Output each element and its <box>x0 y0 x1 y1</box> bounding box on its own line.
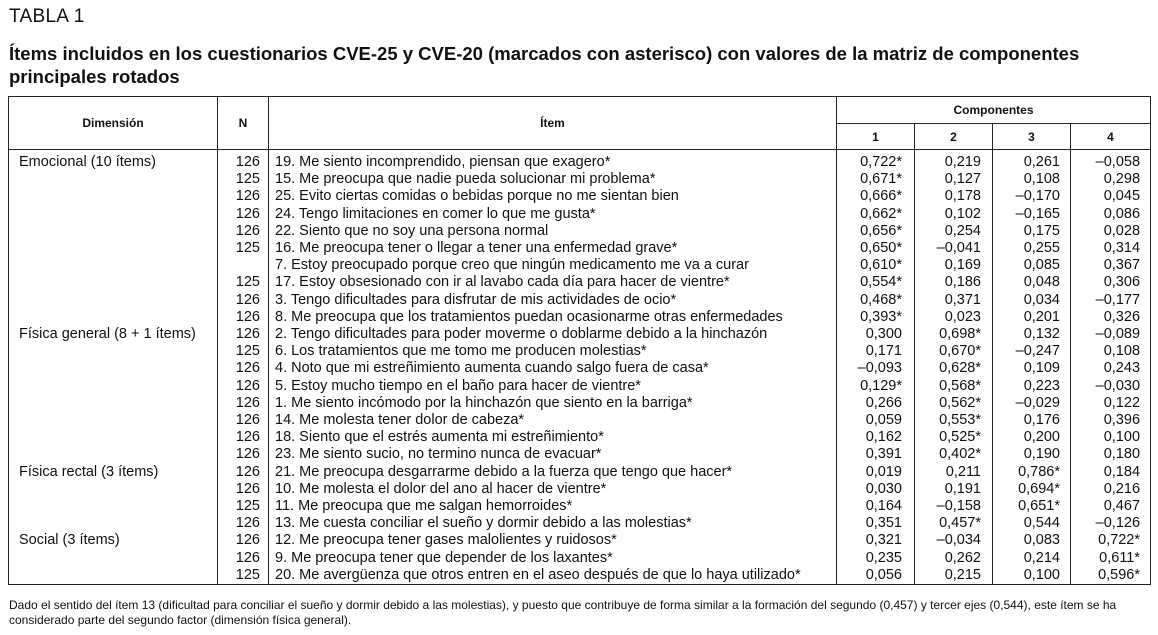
header-component-3: 3 <box>993 124 1071 150</box>
dimension-cell <box>9 498 218 515</box>
table-row <box>9 326 1151 343</box>
component-3-value: 0,108 <box>993 171 1071 188</box>
component-2-value: 0,191 <box>915 481 993 498</box>
item-cell: 2. Tengo dificultades para poder moverme o doblarme debido a la hinchazón <box>269 326 837 343</box>
component-2-value: 0,186 <box>915 274 993 291</box>
n-cell: 126 <box>218 150 269 172</box>
dimension-cell <box>9 188 218 205</box>
component-2-value: 0,215 <box>915 567 993 585</box>
n-cell: 126 <box>218 446 269 463</box>
dimension-cell <box>9 395 218 412</box>
dimension-cell <box>9 274 218 291</box>
table-label: TABLA 1 <box>9 6 85 27</box>
component-2-value: 0,169 <box>915 257 993 274</box>
component-2-value: 0,262 <box>915 550 993 567</box>
dimension-cell <box>9 171 218 188</box>
dimension-cell <box>9 343 218 360</box>
component-4-value: 0,306 <box>1071 274 1151 291</box>
component-2-value: 0,371 <box>915 292 993 309</box>
component-1-value: 0,266 <box>837 395 915 412</box>
dimension-cell <box>9 567 218 585</box>
header-dimension: Dimensión <box>9 97 218 150</box>
component-1-value: 0,650* <box>837 240 915 257</box>
table-row <box>9 257 1151 274</box>
item-cell: 16. Me preocupa tener o llegar a tener una enfermedad grave* <box>269 240 837 257</box>
component-1-value: 0,019 <box>837 464 915 481</box>
component-1-value: 0,662* <box>837 206 915 223</box>
table-row <box>9 240 1151 257</box>
n-cell: 126 <box>218 464 269 481</box>
table-row <box>9 532 1151 549</box>
component-2-value: 0,102 <box>915 206 993 223</box>
item-cell: 6. Los tratamientos que me tomo me producen molestias* <box>269 343 837 360</box>
component-1-value: 0,610* <box>837 257 915 274</box>
component-3-value: 0,190 <box>993 446 1071 463</box>
table-header <box>9 97 1151 150</box>
component-3-value: 0,544 <box>993 515 1071 532</box>
table-row <box>9 429 1151 446</box>
table-row <box>9 550 1151 567</box>
table-row <box>9 446 1151 463</box>
item-cell: 1. Me siento incómodo por la hinchazón que siento en la barriga* <box>269 395 837 412</box>
component-1-value: 0,164 <box>837 498 915 515</box>
components-table <box>8 96 1151 585</box>
n-cell: 126 <box>218 532 269 549</box>
n-cell: 125 <box>218 274 269 291</box>
dimension-cell <box>9 515 218 532</box>
component-4-value: 0,314 <box>1071 240 1151 257</box>
n-cell <box>218 257 269 274</box>
component-4-value: 0,086 <box>1071 206 1151 223</box>
item-cell: 3. Tengo dificultades para disfrutar de mis actividades de ocio* <box>269 292 837 309</box>
component-1-value: 0,059 <box>837 412 915 429</box>
component-4-value: 0,396 <box>1071 412 1151 429</box>
component-1-value: 0,171 <box>837 343 915 360</box>
component-3-value: 0,085 <box>993 257 1071 274</box>
component-3-value: 0,034 <box>993 292 1071 309</box>
component-2-value: 0,457* <box>915 515 993 532</box>
n-cell: 126 <box>218 429 269 446</box>
component-1-value: 0,468* <box>837 292 915 309</box>
component-1-value: 0,391 <box>837 446 915 463</box>
n-cell: 126 <box>218 206 269 223</box>
n-cell: 126 <box>218 378 269 395</box>
component-3-value: 0,201 <box>993 309 1071 326</box>
item-cell: 18. Siento que el estrés aumenta mi estreñimiento* <box>269 429 837 446</box>
item-cell: 5. Estoy mucho tiempo en el baño para hacer de vientre* <box>269 378 837 395</box>
dimension-cell: Emocional (10 ítems) <box>9 150 218 172</box>
n-cell: 125 <box>218 171 269 188</box>
component-2-value: –0,034 <box>915 532 993 549</box>
component-4-value: –0,089 <box>1071 326 1151 343</box>
header-components: Componentes <box>837 97 1151 124</box>
table-row <box>9 481 1151 498</box>
component-3-value: –0,165 <box>993 206 1071 223</box>
item-cell: 12. Me preocupa tener gases malolientes y ruidosos* <box>269 532 837 549</box>
item-cell: 19. Me siento incomprendido, piensan que exagero* <box>269 150 837 172</box>
component-4-value: 0,596* <box>1071 567 1151 585</box>
table-row <box>9 515 1151 532</box>
table-row <box>9 171 1151 188</box>
component-1-value: 0,129* <box>837 378 915 395</box>
component-2-value: 0,219 <box>915 150 993 172</box>
n-cell: 126 <box>218 412 269 429</box>
n-cell: 125 <box>218 567 269 585</box>
component-3-value: 0,651* <box>993 498 1071 515</box>
component-3-value: 0,223 <box>993 378 1071 395</box>
component-4-value: 0,326 <box>1071 309 1151 326</box>
component-1-value: 0,656* <box>837 223 915 240</box>
dimension-cell <box>9 550 218 567</box>
component-4-value: 0,367 <box>1071 257 1151 274</box>
component-3-value: 0,132 <box>993 326 1071 343</box>
component-2-value: 0,525* <box>915 429 993 446</box>
component-4-value: 0,122 <box>1071 395 1151 412</box>
item-cell: 20. Me avergüenza que otros entren en el aseo después de que lo haya utilizado* <box>269 567 837 585</box>
component-1-value: 0,554* <box>837 274 915 291</box>
n-cell: 126 <box>218 515 269 532</box>
component-4-value: 0,184 <box>1071 464 1151 481</box>
component-3-value: 0,200 <box>993 429 1071 446</box>
n-cell: 126 <box>218 360 269 377</box>
component-3-value: 0,214 <box>993 550 1071 567</box>
component-2-value: 0,178 <box>915 188 993 205</box>
dimension-cell <box>9 429 218 446</box>
header-component-2: 2 <box>915 124 993 150</box>
table-row <box>9 188 1151 205</box>
table-row <box>9 343 1151 360</box>
dimension-cell <box>9 240 218 257</box>
table-row <box>9 378 1151 395</box>
n-cell: 125 <box>218 240 269 257</box>
component-3-value: 0,100 <box>993 567 1071 585</box>
component-3-value: 0,786* <box>993 464 1071 481</box>
table-row <box>9 292 1151 309</box>
n-cell: 126 <box>218 395 269 412</box>
table-title: Ítems incluidos en los cuestionarios CVE-25 y CVE-20 (marcados con asterisco) con valores de la matriz de componentes principales rotados <box>9 43 1080 87</box>
header-component-1: 1 <box>837 124 915 150</box>
dimension-cell <box>9 378 218 395</box>
component-3-value: 0,109 <box>993 360 1071 377</box>
item-cell: 17. Estoy obsesionado con ir al lavabo cada día para hacer de vientre* <box>269 274 837 291</box>
n-cell: 126 <box>218 292 269 309</box>
dimension-cell <box>9 292 218 309</box>
component-3-value: –0,170 <box>993 188 1071 205</box>
dimension-cell <box>9 446 218 463</box>
table-row <box>9 395 1151 412</box>
component-2-value: –0,041 <box>915 240 993 257</box>
item-cell: 11. Me preocupa que me salgan hemorroides* <box>269 498 837 515</box>
component-3-value: 0,083 <box>993 532 1071 549</box>
n-cell: 126 <box>218 223 269 240</box>
component-2-value: 0,127 <box>915 171 993 188</box>
component-1-value: 0,666* <box>837 188 915 205</box>
dimension-cell <box>9 481 218 498</box>
item-cell: 9. Me preocupa tener que depender de los laxantes* <box>269 550 837 567</box>
dimension-cell <box>9 360 218 377</box>
n-cell: 126 <box>218 550 269 567</box>
n-cell: 126 <box>218 326 269 343</box>
component-3-value: –0,247 <box>993 343 1071 360</box>
table-row <box>9 206 1151 223</box>
component-2-value: 0,553* <box>915 412 993 429</box>
component-4-value: 0,108 <box>1071 343 1151 360</box>
item-cell: 25. Evito ciertas comidas o bebidas porque no me sientan bien <box>269 188 837 205</box>
dimension-cell <box>9 257 218 274</box>
component-1-value: 0,030 <box>837 481 915 498</box>
component-4-value: 0,180 <box>1071 446 1151 463</box>
table-row <box>9 464 1151 481</box>
component-4-value: 0,298 <box>1071 171 1151 188</box>
table-row <box>9 498 1151 515</box>
dimension-cell <box>9 412 218 429</box>
component-4-value: 0,045 <box>1071 188 1151 205</box>
dimension-cell: Física general (8 + 1 ítems) <box>9 326 218 343</box>
component-3-value: 0,176 <box>993 412 1071 429</box>
component-2-value: 0,211 <box>915 464 993 481</box>
component-2-value: 0,670* <box>915 343 993 360</box>
item-cell: 7. Estoy preocupado porque creo que ningún medicamento me va a curar <box>269 257 837 274</box>
component-4-value: –0,177 <box>1071 292 1151 309</box>
component-2-value: 0,254 <box>915 223 993 240</box>
item-cell: 23. Me siento sucio, no termino nunca de evacuar* <box>269 446 837 463</box>
item-cell: 24. Tengo limitaciones en comer lo que me gusta* <box>269 206 837 223</box>
component-4-value: 0,216 <box>1071 481 1151 498</box>
item-cell: 13. Me cuesta conciliar el sueño y dormir debido a las molestias* <box>269 515 837 532</box>
n-cell: 125 <box>218 343 269 360</box>
table-row <box>9 309 1151 326</box>
component-4-value: –0,058 <box>1071 150 1151 172</box>
component-1-value: 0,162 <box>837 429 915 446</box>
component-3-value: 0,255 <box>993 240 1071 257</box>
component-1-value: 0,056 <box>837 567 915 585</box>
component-3-value: 0,048 <box>993 274 1071 291</box>
header-n: N <box>218 97 269 150</box>
item-cell: 4. Noto que mi estreñimiento aumenta cuando salgo fuera de casa* <box>269 360 837 377</box>
component-1-value: 0,393* <box>837 309 915 326</box>
component-2-value: 0,023 <box>915 309 993 326</box>
component-4-value: 0,243 <box>1071 360 1151 377</box>
n-cell: 125 <box>218 498 269 515</box>
component-1-value: 0,300 <box>837 326 915 343</box>
component-4-value: 0,100 <box>1071 429 1151 446</box>
component-4-value: 0,722* <box>1071 532 1151 549</box>
component-3-value: 0,261 <box>993 150 1071 172</box>
dimension-cell <box>9 206 218 223</box>
n-cell: 126 <box>218 188 269 205</box>
component-4-value: –0,030 <box>1071 378 1151 395</box>
item-cell: 22. Siento que no soy una persona normal <box>269 223 837 240</box>
component-2-value: 0,628* <box>915 360 993 377</box>
item-cell: 14. Me molesta tener dolor de cabeza* <box>269 412 837 429</box>
table-row <box>9 274 1151 291</box>
component-2-value: 0,562* <box>915 395 993 412</box>
n-cell: 126 <box>218 481 269 498</box>
table-body <box>9 150 1151 585</box>
dimension-cell <box>9 223 218 240</box>
component-3-value: –0,029 <box>993 395 1071 412</box>
item-cell: 21. Me preocupa desgarrarme debido a la fuerza que tengo que hacer* <box>269 464 837 481</box>
table-row <box>9 150 1151 172</box>
component-4-value: –0,126 <box>1071 515 1151 532</box>
component-4-value: 0,611* <box>1071 550 1151 567</box>
component-3-value: 0,694* <box>993 481 1071 498</box>
component-1-value: 0,722* <box>837 150 915 172</box>
table-row <box>9 360 1151 377</box>
dimension-cell: Física rectal (3 ítems) <box>9 464 218 481</box>
component-1-value: 0,235 <box>837 550 915 567</box>
component-2-value: 0,568* <box>915 378 993 395</box>
component-2-value: 0,698* <box>915 326 993 343</box>
header-item: Ítem <box>269 97 837 150</box>
component-2-value: –0,158 <box>915 498 993 515</box>
item-cell: 10. Me molesta el dolor del ano al hacer de vientre* <box>269 481 837 498</box>
component-4-value: 0,028 <box>1071 223 1151 240</box>
component-4-value: 0,467 <box>1071 498 1151 515</box>
header-component-4: 4 <box>1071 124 1151 150</box>
component-3-value: 0,175 <box>993 223 1071 240</box>
table-footnote: Dado el sentido del ítem 13 (dificultad para conciliar el sueño y dormir debido a las molestias), y puesto que contribuye de forma similar a la formación del segundo (0,457) y tercer ejes (0,544), este ítem se ha considerado parte del segundo factor (dimensión física general). <box>9 598 1117 627</box>
table-row <box>9 223 1151 240</box>
table-row <box>9 567 1151 585</box>
component-2-value: 0,402* <box>915 446 993 463</box>
component-1-value: –0,093 <box>837 360 915 377</box>
item-cell: 8. Me preocupa que los tratamientos puedan ocasionarme otras enfermedades <box>269 309 837 326</box>
dimension-cell: Social (3 ítems) <box>9 532 218 549</box>
dimension-cell <box>9 309 218 326</box>
n-cell: 126 <box>218 309 269 326</box>
component-1-value: 0,321 <box>837 532 915 549</box>
component-1-value: 0,671* <box>837 171 915 188</box>
table-row <box>9 412 1151 429</box>
item-cell: 15. Me preocupa que nadie pueda solucionar mi problema* <box>269 171 837 188</box>
component-1-value: 0,351 <box>837 515 915 532</box>
